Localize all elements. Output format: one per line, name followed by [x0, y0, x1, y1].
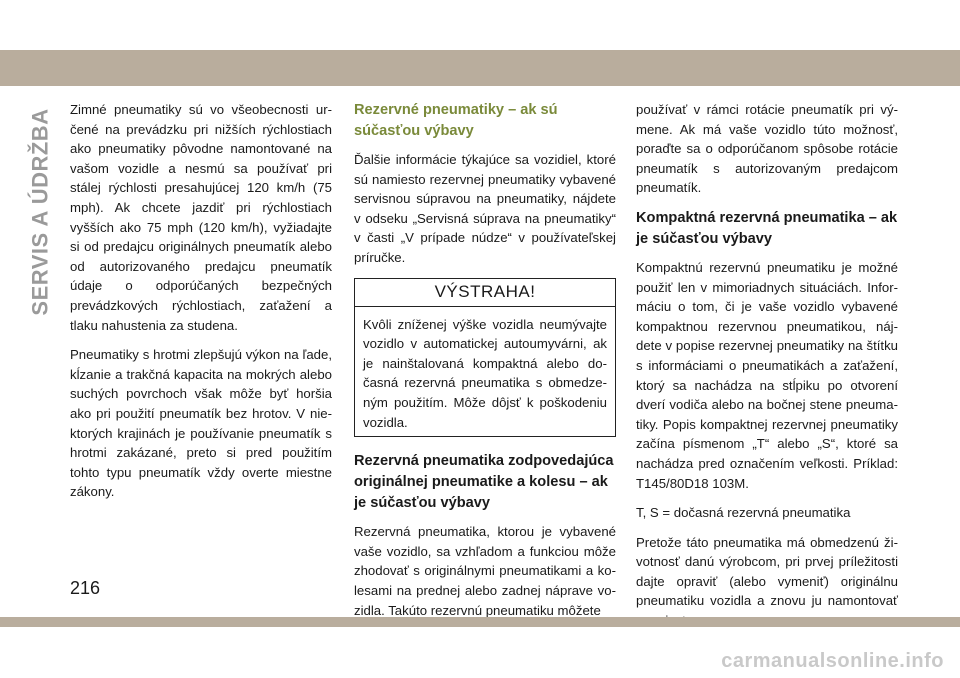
footer-band — [0, 617, 960, 627]
watermark: carmanualsonline.info — [721, 650, 944, 672]
column-2 — [354, 100, 616, 630]
paragraph-rotation: používať v rámci rotácie pneumatík pri výmene. Ak má vaše vozidlo túto možnosť, poraďte sa o odporúčanom spôsobe rotácie pneumatík s autorizovaným predajcom pneumatík. — [636, 102, 898, 196]
header-band — [0, 50, 960, 86]
warning-text: Kvôli zníženej výške vozidla neumývajte vozidlo v automatickej autoumyvárni, ak je nainštalovaná kompaktná alebo dočasná rezervná pneumatika s obmedzeným použitím. Môže dôjsť k poškodeniu vozidla. — [363, 316, 607, 430]
paragraph-spare-info: Ďalšie informácie týkajúce sa vozidiel, ktoré sú namiesto rezervnej pneumatiky vybavené servisnou súpravou na pneumatiky, nájdete v odseku „Servisná súprava na pneumatiky“ v časti „V prípade núdze“ v používateľskej príručke. — [354, 152, 616, 265]
column-3 — [636, 100, 898, 641]
warning-box — [354, 278, 616, 438]
section-title-vertical — [26, 96, 56, 328]
paragraph-ts-definition: T, S = dočasná rezervná pneumatika — [636, 505, 851, 521]
page-number: 216 — [70, 578, 101, 598]
column-1 — [70, 100, 332, 512]
heading-matching-spare: Rezervná pneumatika zodpovedajúca originálnej pneumatike a kolesu – ak je súčasťou výbavy — [354, 453, 614, 512]
paragraph-limited-life: Pretože táto pneumatika má obmedzenú životnosť danú výrobcom, pri prvej príležitosti dajte opraviť (alebo vymeniť) originálnu pneumatiku vozidla a znovu ju namontovať — [636, 534, 898, 609]
section-title-text: SERVIS A ÚDRŽBA — [28, 108, 53, 316]
heading-spare-tires: Rezervné pneumatiky – ak sú súčasťou výbavy — [354, 102, 558, 139]
heading-compact-spare: Kompaktná rezervná pneumatika – ak je súčasťou výbavy — [636, 209, 898, 247]
paragraph-compact-spare: Kompaktnú rezervnú pneumatiku je možné použiť len v mimoriadnych situáciách. Informáciu o tom, či je vaše vozidlo vybavené kompaktnou rezervnou pneumatikou, nájdete v popise rezervnej pneumatiky na štítku s informáciami o pneumatikách a zaťažení, ktorý sa nachádza na stĺpiku po otvorení dverí vodiča alebo na bočnej stene pneumatiky. Popis kompaktnej rezervnej pneumatiky začína písmenom „T“ alebo „S“, ktoré sa nachádza pred označením veľkosti. Príklad: T145/80D18 103M. — [636, 259, 898, 491]
paragraph-studded-tires: Pneumatiky s hrotmi zlepšujú výkon na ľade, kĺzanie a trakčná kapacita na mokrých alebo suchých povrchoch však môže byť horšia ako pri použití pneumatík bez hrotov. V niektorých krajinách je používanie pneumatík s hrotmi zakázané, preto si pred použitím tohto typu pneumatík vždy overte miestne zákony. — [70, 347, 332, 500]
warning-title: VÝSTRAHA! — [355, 279, 615, 307]
paragraph-winter-tires: Zimné pneumatiky sú vo všeobecnosti určené na prevádzku pri nižších rýchlostiach ako pneumatiky pôvodne namontované na vašom vozidle a nesmú sa používať pri stálej rýchlosti presahujúcej 120 km/h (75 mph). Ak chcete jazdiť pri rýchlostiach vyšších ako 75 mph (120 km/h), vyžiadajte si od predajcu originálnych pneumatík alebo od autorizovaného predajcu pneumatík údaje o odporúčaných bezpečných prevádzkových rýchlostiach, zaťažení a tlaku nahustenia za studena. — [70, 102, 332, 333]
paragraph-matching-spare: Rezervná pneumatika, ktorou je vybavené vaše vozidlo, sa vzhľadom a funkciou môže zhodovať s originálnymi pneumatikami a kolesami na prednej alebo zadnej náprave vozidla. Takúto rezervnú pneumatiku môžete — [354, 524, 616, 618]
